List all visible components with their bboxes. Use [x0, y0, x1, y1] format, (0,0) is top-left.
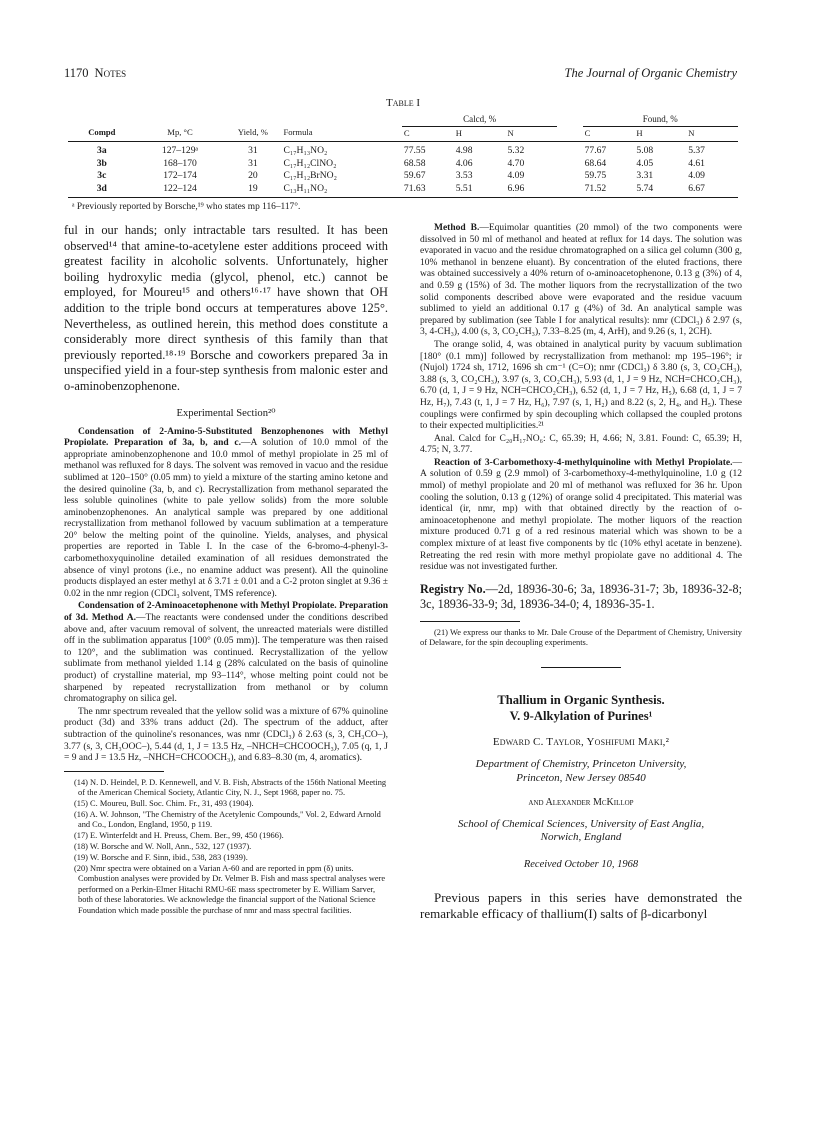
procedure-paragraph	[420, 458, 742, 574]
analysis-table	[68, 113, 738, 198]
registry-heading: Registry No.	[420, 581, 486, 596]
cell-yield: 31	[248, 157, 258, 169]
cell-found-n: 6.67	[686, 183, 738, 198]
cell-mp: 122–124	[136, 183, 225, 198]
affiliation-line: Princeton, New Jersey 08540	[516, 771, 646, 784]
procedure-paragraph	[64, 427, 388, 601]
registry-numbers	[420, 582, 742, 613]
paragraph-text: —A solution of 10.0 mmol of the appropriate aminobenzophenone and 10.0 mmol of methyl propiolate in 25 ml of methanol was refluxed for 8 days. The solvent was removed in vacuo and the residue sublimed at 120–150° (0.05 mm) to yield a mixture of the starting amino ketone and the desired quinoline (3a, b, and c). Recrystallization from methanol separated the less soluble quinolines (white to pale yellow solids) from the more soluble aminobenzophenones. An analytical sample was prepared by one additional recrystallization from methanol followed by vacuum sublimation at a temperature 20° below the melting point of the quinoline. Yields, analyses, and physical properties are reported in Table I. In the case of the 6-bromo-4-phenyl-3-carbomethoxyquinoline detailed examination of all residues demonstrated the absence of vinyl protons (i.e., no enamine adduct was present). All the quinoline products displayed an ester methyl at δ 3.71 ± 0.01 and a C-2 proton singlet at 9.36 ± 0.02 in the nmr region (CDCl₃ solvent, TMS reference).	[64, 438, 388, 599]
cell-yield: 31	[248, 145, 258, 156]
cell-found-n: 4.09	[688, 170, 705, 181]
footnote: (17) E. Winterfeldt and H. Preuss, Chem. Ber., 99, 450 (1966).	[74, 831, 284, 841]
cell-found-c: 71.52	[583, 183, 635, 198]
cell-calc-h: 3.53	[455, 170, 473, 181]
cell-mp: 168–170	[163, 157, 197, 169]
cell-mp: 127–129ᵃ	[161, 145, 199, 156]
cell-formula: C₁₇H₁₃NO₂	[283, 145, 328, 156]
article-title-line: V. 9-Alkylation of Purines¹	[509, 709, 653, 724]
procedure-paragraph	[420, 223, 742, 339]
footnotes	[64, 778, 388, 916]
footnote-divider	[420, 621, 520, 622]
column-headers	[68, 126, 738, 142]
cell-yield: 20	[248, 170, 258, 181]
cell-found-h: 4.05	[636, 157, 654, 169]
cell-found-h: 5.08	[636, 145, 654, 156]
cell-calc-h: 5.51	[454, 183, 506, 198]
cell-mp: 172–174	[163, 170, 197, 181]
page-number-text: 1170	[64, 66, 89, 80]
cell-formula: C₁₇H₁₂BrNO₂	[283, 170, 337, 181]
footnote: (14) N. D. Heindel, P. D. Kennewell, and V. B. Fish, Abstracts of the 156th National Meeting of the American Chemical Society, Atlantic City, N. J., Sept 1968, paper no. 75.	[74, 777, 387, 798]
col-header: Mp, °C	[136, 126, 225, 142]
running-header	[64, 66, 737, 86]
cell-compd: 3b	[96, 157, 107, 169]
paragraph-heading: Method B.	[434, 223, 480, 233]
cell-calc-h: 4.98	[455, 145, 473, 156]
cell-found-h: 3.31	[636, 170, 654, 181]
section-heading: Experimental Section²⁰	[176, 407, 276, 419]
cell-calc-n: 5.32	[507, 145, 525, 156]
registry-text: —2d, 18936-30-6; 3a, 18936-31-7; 3b, 18936-32-8; 3c, 18936-33-9; 3d, 18936-34-0; 4, 18936-35-1.	[420, 581, 743, 612]
article-opening-paragraph: Previous papers in this series have demonstrated the remarkable efficacy of thallium(I) salts of β-dicarbonyl	[420, 889, 742, 921]
authors: Edward C. Taylor, Yoshifumi Maki,²	[492, 736, 670, 749]
table-row	[68, 183, 738, 198]
acknowledgement-footnote: (21) We express our thanks to Mr. Dale Crouse of the Department of Chemistry, University of Delaware, for the spin decoupling experiments.	[420, 627, 742, 648]
affiliation	[420, 818, 742, 845]
cell-compd: 3c	[97, 170, 107, 181]
right-column	[420, 223, 742, 935]
article-title	[420, 692, 742, 724]
cell-compd: 3d	[68, 183, 136, 198]
col-header: C	[402, 126, 454, 142]
cell-found-c: 77.67	[584, 145, 607, 156]
paragraph-text: —A solution of 0.59 g (2.9 mmol) of 3-carbomethoxy-4-methylquinoline, 1.0 g (12 mmol) of methyl propiolate and 20 ml of methanol was refluxed for 36 hr. Upon cooling the solution, 0.13 g (12%) of orange solid 4 precipitated. This material was identical (ir, nmr, mp) with that obtained directly by the reaction of o-aminoacetophenone and methyl propiolate. The mother liquors of the reaction mixture produced 0.71 g of a red resinous material which was shown to be a complex mixture of at least five components by tlc (10% ethyl acetate in benzene). Retreating the red resin with more methyl propiolate gave no additional 4. The residue was not investigated further.	[420, 457, 742, 573]
article-divider	[541, 667, 621, 668]
cell-formula: C₁₃H₁₁NO₂	[281, 183, 401, 198]
intro-paragraph: ful in our hands; only intractable tars resulted. It has been observed¹⁴ that amine-to-acetylene ester additions proceed with greatest facility in alcoholic solvents. Unfortunately, higher boiling hydroxylic media (glycol, phenol, etc.) cannot be employed, for Moureu¹⁵ and others¹⁶·¹⁷ have shown that OH addition to the triple bond occurs at temperatures above 125°. Nevertheless, as outlined herein, this method does constitute a considerably more direct synthesis of this family than that previously reported.¹⁸·¹⁹ Borsche and coworkers prepared 3a in unspecified yield in a four-step synthesis from malonic ester and o-aminobenzophenone.	[64, 223, 388, 393]
paragraph-heading: Condensation of 2-Aminoacetophenone with Methyl Propiolate. Preparation of 3d. Method A.	[64, 601, 388, 624]
second-author: and Alexander McKillop	[528, 797, 634, 809]
footnote: (16) A. W. Johnson, "The Chemistry of the Acetylenic Compounds," Vol. 2, Edward Arnold and Co., London, England, 1950, p 119.	[74, 809, 381, 830]
col-header: Formula	[281, 126, 401, 142]
analysis-paragraph: Anal. Calcd for C₂₀H₁₇NO₆: C, 65.39; H, 4.66; N, 3.81. Found: C, 65.39; H, 4.75; N, 3.77.	[420, 433, 742, 456]
cell-compd: 3a	[97, 145, 107, 156]
col-header: Compd	[68, 126, 136, 142]
footnote: (18) W. Borsche and W. Noll, Ann., 532, 127 (1937).	[74, 842, 252, 852]
col-header: Yield, %	[224, 126, 281, 142]
footnote: (15) C. Moureu, Bull. Soc. Chim. Fr., 31, 493 (1904).	[74, 799, 254, 809]
paragraph-heading: Condensation of 2-Amino-5-Substituted Benzophenones with Methyl Propiolate. Preparation of 3a, b, and c.	[64, 426, 388, 449]
cell-found-c: 59.75	[584, 170, 607, 181]
col-header: N	[686, 126, 738, 142]
cell-calc-c: 77.55	[403, 145, 426, 156]
journal-title: The Journal of Organic Chemistry	[564, 66, 737, 80]
col-header: N	[505, 126, 557, 142]
cell-calc-h: 4.06	[455, 157, 473, 169]
col-header: H	[634, 126, 686, 142]
table-title: Table I	[385, 97, 421, 109]
cell-found-h: 5.74	[634, 183, 686, 198]
affiliation-line: School of Chemical Sciences, University of East Anglia,	[457, 818, 705, 831]
cell-formula: C₁₇H₁₂ClNO₂	[283, 157, 337, 169]
procedure-paragraph	[64, 601, 388, 705]
table-footnote: ᵃ Previously reported by Borsche,¹⁹ who states mp 116–117°.	[72, 202, 301, 212]
paragraph-text: —The reactants were condensed under the conditions described above and, after vacuum removal of solvent, the unreacted materials were distilled off in the sublimation apparatus [100° (0.05 mm)]. The temperature was then raised to 120°, and the sublimation was continued. Recrystallization of the yellow sublimate from methanol yielded 1.14 g (28% calculated on the basis of quinoline product) of crystalline material, mp 93–114°, whose melting point could not be sharpened by repeated recrystallization from methanol or by column chromatography on silica gel.	[64, 613, 388, 705]
affiliation-line: Norwich, England	[540, 831, 622, 844]
procedure-paragraph: The nmr spectrum revealed that the yellow solid was a mixture of 67% quinoline product (3d) and 33% trans adduct (2d). The spectrum of the adduct, after subtraction of the quinoline's resonances, was nmr (CDCl₃) δ 2.63 (s, 3, CH₃CO–), 3.77 (s, 3, CH₃OOC–), 5.44 (d, 1, J = 13.5 Hz, –NHCH=CHCOOCH₃), 7.05 (q, 1, J = 9 and J = 13.5 Hz, –NHCH=CHCOOCH₃), and 6.83–8.30 (m, 4, aromatics).	[64, 706, 388, 764]
cell-calc-n: 4.70	[507, 157, 525, 169]
procedure-paragraph: The orange solid, 4, was obtained in analytical purity by vacuum sublimation [180° (0.1 mm)] followed by recrystallization from methanol: mp 195–196°; ir (Nujol) 1724 sh, 1712, 1696 sh cm⁻¹ (C=O); nmr (CDCl₃) δ 3.80 (s, 3, CO₂CH₃), 3.88 (s, 3, CO₂CH₃), 3.97 (s, 3, CO₂CH₃), 5.93 (d, 1, J = 9 Hz, NCH=CHCO₂CH₃), 6.70 (d, 1, J = 9 Hz, NCH=CHCO₂CH₃), 6.52 (d, 1, J = 7 Hz, H₅), 6.68 (d, 1, J = 7 Hz, H₇), 7.43 (t, 1, J = 7 Hz, H₆), 7.97 (s, 1, H₂) and 8.22 (s, 2, H₄, and H₅). These couplings were confirmed by spin decoupling which collapsed the coupled protons to their expected multiplicities.²¹	[420, 339, 742, 432]
calcd-group-header: Calcd, %	[402, 113, 557, 126]
paragraph-heading: Reaction of 3-Carbomethoxy-4-methylquinoline with Methyl Propiolate.	[434, 457, 733, 468]
article-title-line: Thallium in Organic Synthesis.	[497, 693, 665, 708]
cell-yield: 19	[224, 183, 281, 198]
cell-found-c: 68.64	[584, 157, 607, 169]
received-date: Received October 10, 1968	[523, 858, 639, 870]
paragraph-text: —Equimolar quantities (20 mmol) of the two components were dissolved in 50 ml of methanol and heated at reflux for 14 days. The solution was evaporated in vacuo and the residue chromatographed on a silica gel column (300 g, 10% methanol in benzene eluant). By concentration of the eluted fractions, there was obtained successively a 40% return of o-aminoacetophenone, 0.13 g (3%) of 4, and 0.59 g (15%) of 3d. The mother liquors from the recrystallization of the two solid components described above were evaporated and the residue vacuum sublimed to yield an additional 0.17 g (4%) of 3d. An analytical sample was prepared by sublimation (see Table I for analytical results): nmr (CDCl₃) δ 2.97 (s, 3, 4-CH₃), 4.00 (s, 3, CO₂CH₃), 7.33–8.25 (m, 4, ArH), and 9.26 (s, 1, 2CH).	[420, 223, 743, 338]
table-row	[68, 158, 738, 171]
col-header: H	[454, 126, 506, 142]
found-group-header: Found, %	[583, 113, 738, 126]
footnote: (19) W. Borsche and F. Sinn, ibid., 538, 283 (1939).	[74, 853, 248, 863]
cell-calc-c: 59.67	[403, 170, 426, 181]
cell-calc-n: 6.96	[505, 183, 557, 198]
footnote-divider	[64, 771, 164, 772]
footnote: (20) Nmr spectra were obtained on a Varian A-60 and are reported in ppm (δ) units. Combustion analyses were provided by Dr. Velmer B. Fish and mass spectral analyses were performed on a Perkin-Elmer Hitachi RMU-6E mass spectrometer by E. William Sarver, both of these laboratories. We acknowledge the financial support of the National Science Foundation which made possible the purchase of nmr and mass spectral facilities.	[74, 864, 386, 915]
cell-calc-n: 4.09	[507, 170, 525, 181]
cell-found-n: 4.61	[688, 157, 705, 169]
section-name: Notes	[94, 66, 127, 80]
affiliation-line: Department of Chemistry, Princeton University,	[475, 758, 687, 771]
table-row	[68, 142, 738, 158]
page-number	[64, 66, 126, 81]
affiliation	[420, 758, 742, 785]
table-1	[68, 97, 738, 212]
table-row	[68, 170, 738, 183]
cell-calc-c: 68.58	[403, 157, 426, 169]
col-header: C	[583, 126, 635, 142]
cell-found-n: 5.37	[688, 145, 705, 156]
cell-calc-c: 71.63	[402, 183, 454, 198]
left-column	[64, 223, 388, 917]
